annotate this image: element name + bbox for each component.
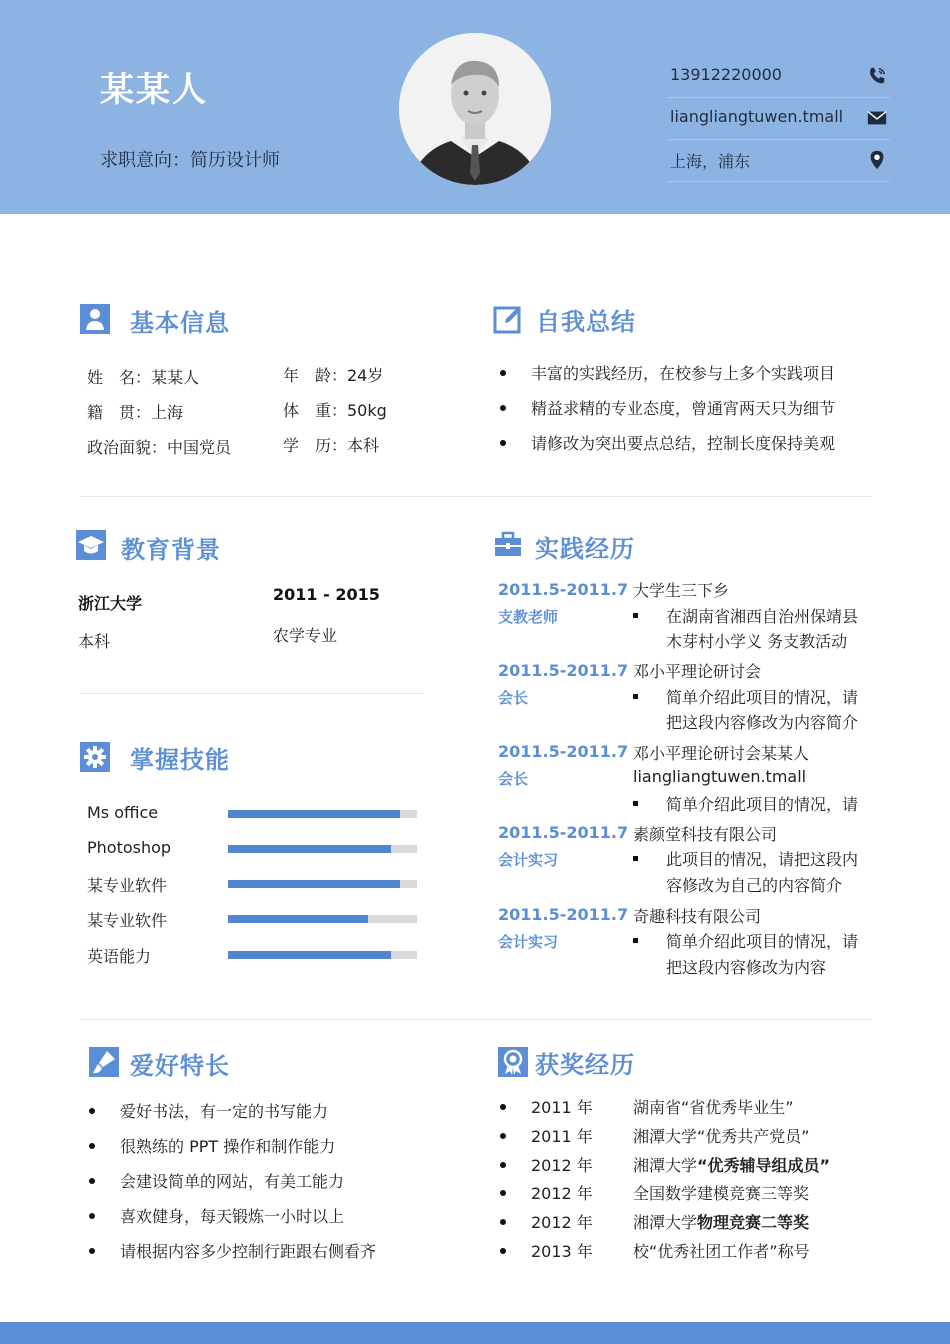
basic-info-title: 基本信息 bbox=[130, 309, 230, 337]
mail-icon bbox=[866, 107, 888, 129]
practice-desc: 此项目的情况，请把这段内 bbox=[666, 850, 859, 869]
location-text: 上海，浦东 bbox=[670, 152, 751, 171]
award-year: 2013 年 bbox=[531, 1242, 593, 1261]
phone-icon bbox=[866, 65, 888, 87]
bullet bbox=[89, 1108, 95, 1114]
email-text: liangliangtuwen.tmall bbox=[670, 107, 844, 126]
basic-politics: 政治面貌：中国党员 bbox=[87, 438, 232, 457]
divider bbox=[80, 1019, 872, 1020]
hobbies-title: 爱好特长 bbox=[130, 1052, 230, 1080]
award-year: 2012 年 bbox=[531, 1156, 593, 1175]
phone-text: 13912220000 bbox=[670, 65, 782, 84]
award-medal-icon bbox=[498, 1047, 528, 1077]
bullet bbox=[500, 1190, 506, 1196]
summary-item: 精益求精的专业态度，曾通宵两天只为细节 bbox=[531, 399, 836, 418]
practice-org-line2: liangliangtuwen.tmall bbox=[633, 767, 807, 786]
bullet bbox=[500, 440, 506, 446]
skill-bar-fill bbox=[228, 915, 368, 923]
basic-weight: 体 重：50kg bbox=[283, 401, 387, 420]
practice-org: 大学生三下乡 bbox=[633, 581, 730, 600]
bullet bbox=[633, 938, 638, 943]
practice-date: 2011.5-2011.7 bbox=[498, 580, 629, 599]
skills-title: 掌握技能 bbox=[130, 746, 230, 774]
basic-education: 学 历：本科 bbox=[283, 436, 380, 455]
skill-bar bbox=[228, 880, 417, 888]
bullet bbox=[500, 1133, 506, 1139]
basic-age: 年 龄：24岁 bbox=[283, 366, 384, 385]
practice-desc: 把这段内容修改为内容简介 bbox=[666, 713, 859, 732]
major: 农学专业 bbox=[273, 626, 338, 645]
gear-icon bbox=[80, 742, 110, 772]
bullet bbox=[500, 370, 506, 376]
hobby-item: 爱好书法，有一定的书写能力 bbox=[120, 1102, 329, 1121]
bullet bbox=[500, 1162, 506, 1168]
summary-title: 自我总结 bbox=[536, 308, 636, 336]
practice-desc: 木芽村小学义 务支教活动 bbox=[666, 632, 848, 651]
contact-email[interactable] bbox=[668, 97, 890, 140]
bullet bbox=[633, 801, 638, 806]
divider bbox=[80, 496, 872, 497]
skill-bar-fill bbox=[228, 845, 391, 853]
bullet bbox=[89, 1178, 95, 1184]
person-photo bbox=[399, 33, 551, 185]
hobby-item: 喜欢健身，每天锻炼一小时以上 bbox=[120, 1207, 345, 1226]
edit-icon bbox=[493, 304, 523, 334]
location-icon bbox=[866, 149, 888, 171]
skill-name: Ms office bbox=[87, 803, 159, 822]
skill-bar bbox=[228, 810, 417, 818]
divider bbox=[80, 693, 424, 694]
practice-desc: 简单介绍此项目的情况，请 bbox=[666, 795, 859, 814]
hobby-item: 会建设简单的网站，有美工能力 bbox=[120, 1172, 345, 1191]
practice-date: 2011.5-2011.7 bbox=[498, 905, 629, 924]
skill-name: 某专业软件 bbox=[87, 911, 168, 930]
skill-name: Photoshop bbox=[87, 838, 172, 857]
practice-role: 会长 bbox=[498, 770, 529, 788]
education-title: 教育背景 bbox=[121, 536, 221, 564]
bullet bbox=[89, 1213, 95, 1219]
basic-hometown: 籍 贯：上海 bbox=[87, 403, 184, 422]
practice-date: 2011.5-2011.7 bbox=[498, 661, 629, 680]
candidate-name: 某某人 bbox=[100, 70, 208, 110]
practice-desc: 简单介绍此项目的情况，请 bbox=[666, 688, 859, 707]
practice-title: 实践经历 bbox=[535, 535, 635, 563]
graduation-cap-icon bbox=[76, 530, 106, 560]
practice-org: 邓小平理论研讨会某某人 bbox=[633, 744, 810, 763]
bullet bbox=[633, 694, 638, 699]
practice-desc: 简单介绍此项目的情况，请 bbox=[666, 932, 859, 951]
practice-desc: 容修改为自己的内容简介 bbox=[666, 876, 843, 895]
school-name: 浙江大学 bbox=[78, 594, 143, 613]
person-icon bbox=[80, 304, 110, 334]
award-year: 2011 年 bbox=[531, 1098, 593, 1117]
skill-bar bbox=[228, 951, 417, 959]
contact-phone[interactable] bbox=[668, 55, 890, 98]
degree: 本科 bbox=[78, 632, 111, 651]
bullet bbox=[633, 613, 638, 618]
award-text: 湘潭大学物理竞赛二等奖 bbox=[633, 1213, 810, 1232]
skill-bar bbox=[228, 845, 417, 853]
award-text: 湘潭大学“优秀辅导组成员” bbox=[633, 1156, 831, 1175]
bullet bbox=[633, 856, 638, 861]
bullet bbox=[500, 1219, 506, 1225]
hobby-item: 请根据内容多少控制行距跟右侧看齐 bbox=[120, 1242, 377, 1261]
bullet bbox=[500, 1248, 506, 1254]
hobby-item: 很熟练的 PPT 操作和制作能力 bbox=[120, 1137, 336, 1156]
practice-role: 会计实习 bbox=[498, 933, 559, 951]
skill-bar-fill bbox=[228, 951, 391, 959]
practice-desc: 在湖南省湘西自治州保靖县 bbox=[666, 607, 859, 626]
practice-role: 支教老师 bbox=[498, 608, 559, 626]
bullet bbox=[500, 1104, 506, 1110]
skill-name: 英语能力 bbox=[87, 947, 152, 966]
practice-role: 会长 bbox=[498, 689, 529, 707]
award-text: 校“优秀社团工作者”称号 bbox=[633, 1242, 810, 1261]
award-year: 2012 年 bbox=[531, 1213, 593, 1232]
practice-org: 奇趣科技有限公司 bbox=[633, 907, 762, 926]
practice-org: 邓小平理论研讨会 bbox=[633, 662, 762, 681]
job-intent: 求职意向：简历设计师 bbox=[100, 150, 280, 171]
skill-bar-fill bbox=[228, 880, 400, 888]
school-years: 2011 - 2015 bbox=[273, 585, 380, 604]
briefcase-icon bbox=[493, 530, 523, 560]
bullet bbox=[89, 1248, 95, 1254]
practice-org: 素颜堂科技有限公司 bbox=[633, 825, 778, 844]
skill-name: 某专业软件 bbox=[87, 876, 168, 895]
award-text: 湖南省“省优秀毕业生” bbox=[633, 1098, 794, 1117]
bullet bbox=[500, 405, 506, 411]
practice-role: 会计实习 bbox=[498, 851, 559, 869]
basic-name: 姓 名：某某人 bbox=[87, 368, 200, 387]
footer-bar bbox=[0, 1322, 950, 1344]
practice-date: 2011.5-2011.7 bbox=[498, 823, 629, 842]
award-text: 全国数学建模竞赛三等奖 bbox=[633, 1184, 810, 1203]
bullet bbox=[89, 1143, 95, 1149]
summary-item: 请修改为突出要点总结，控制长度保持美观 bbox=[531, 434, 836, 453]
practice-desc: 把这段内容修改为内容 bbox=[666, 958, 827, 977]
paint-brush-icon bbox=[89, 1047, 119, 1077]
skill-bar bbox=[228, 915, 417, 923]
award-year: 2012 年 bbox=[531, 1184, 593, 1203]
award-text: 湘潭大学“优秀共产党员” bbox=[633, 1127, 810, 1146]
skill-bar-fill bbox=[228, 810, 400, 818]
summary-item: 丰富的实践经历，在校参与上多个实践项目 bbox=[531, 364, 836, 383]
practice-date: 2011.5-2011.7 bbox=[498, 742, 629, 761]
award-year: 2011 年 bbox=[531, 1127, 593, 1146]
contact-location[interactable] bbox=[668, 139, 890, 182]
awards-title: 获奖经历 bbox=[535, 1051, 635, 1079]
